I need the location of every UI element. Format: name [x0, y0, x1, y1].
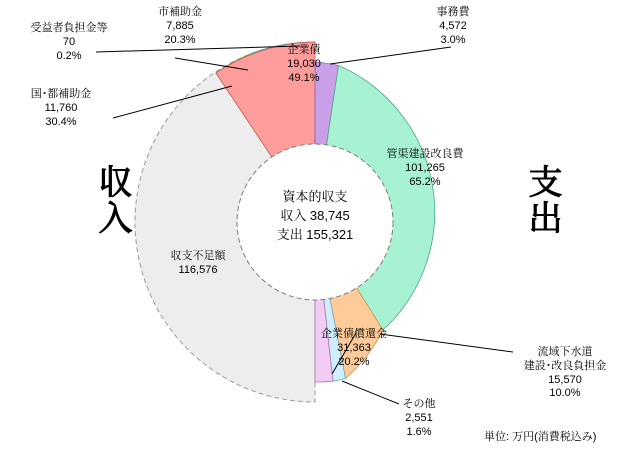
- label-admin-expense-value: 4,572: [439, 19, 467, 32]
- label-city-subsidy-percent: 20.3%: [164, 33, 196, 46]
- label-bond-redemption-name: 企業債償還金: [321, 328, 387, 340]
- label-shortfall: [148, 250, 248, 278]
- label-municipal-bond: [262, 44, 346, 85]
- label-municipal-bond-percent: 49.1%: [288, 71, 320, 84]
- side-label-income: 収入: [98, 164, 134, 238]
- unit-note: 単位: 万円(消費税込み): [484, 431, 597, 443]
- label-national-metro-subsidy-percent: 30.4%: [45, 115, 77, 128]
- label-pipe-construction: [370, 148, 480, 189]
- label-beneficiary-percent: 0.2%: [56, 49, 82, 62]
- label-other: [384, 398, 454, 439]
- label-basin-sewer-burden-percent: 10.0%: [549, 387, 581, 400]
- label-other-value: 2,551: [405, 411, 433, 424]
- label-national-metro-subsidy: [6, 88, 116, 129]
- label-basin-sewer-burden-name1: 流域下水道: [537, 346, 593, 358]
- label-municipal-bond-value: 19,030: [287, 57, 321, 70]
- label-bond-redemption-value: 31,363: [337, 341, 371, 354]
- label-other-name: その他: [402, 398, 436, 410]
- label-city-subsidy: [140, 6, 220, 47]
- label-beneficiary-value: 70: [62, 35, 76, 48]
- label-national-metro-subsidy-value: 11,760: [44, 101, 78, 114]
- center-summary: [245, 188, 385, 245]
- label-beneficiary: [4, 22, 134, 63]
- label-municipal-bond-name: 企業債: [287, 44, 321, 56]
- label-city-subsidy-value: 7,885: [166, 19, 194, 32]
- label-shortfall-value: 116,576: [178, 263, 218, 276]
- label-admin-expense-name: 事務費: [436, 6, 470, 18]
- label-admin-expense-percent: 3.0%: [440, 33, 466, 46]
- label-national-metro-subsidy-name: 国･都補助金: [30, 88, 92, 100]
- center-title: 資本的収支: [282, 189, 348, 204]
- label-pipe-construction-percent: 65.2%: [409, 175, 441, 188]
- label-shortfall-name: 収支不足額: [170, 250, 226, 262]
- label-bond-redemption-percent: 20.2%: [338, 355, 370, 368]
- center-income-total: 収入 38,745: [280, 207, 350, 223]
- label-pipe-construction-name: 管渠建設改良費: [386, 148, 464, 160]
- label-other-percent: 1.6%: [406, 425, 432, 438]
- label-basin-sewer-burden: [505, 346, 625, 401]
- label-pipe-construction-value: 101,265: [405, 161, 445, 174]
- label-bond-redemption: [297, 328, 411, 369]
- label-basin-sewer-burden-name2: 建設･改良負担金: [523, 359, 607, 372]
- label-beneficiary-name: 受益者負担金等: [30, 22, 108, 34]
- center-expenditure-total: 支出 155,321: [276, 226, 354, 242]
- side-label-expenditure: 支出: [528, 164, 564, 238]
- label-admin-expense: [398, 6, 508, 47]
- label-city-subsidy-name: 市補助金: [158, 6, 202, 18]
- label-basin-sewer-burden-value: 15,570: [548, 373, 582, 386]
